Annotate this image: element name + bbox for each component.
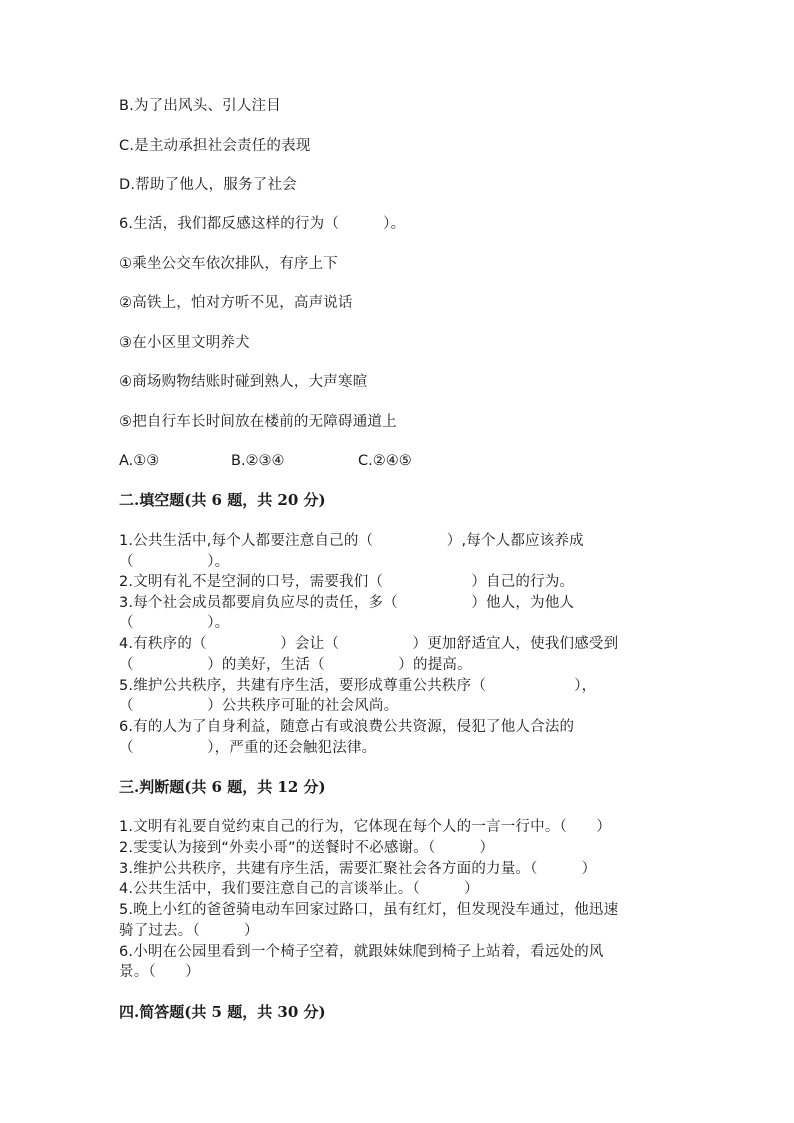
fill-line: 5.维护公共秩序，共建有序生活，要形成尊重公共秩序（ ）， bbox=[119, 678, 597, 694]
fill-line: 3.每个社会成员都要肩负应尽的责任，多（ ）他人，为他人 bbox=[119, 595, 575, 611]
q6-item-1: ①乘坐公交车依次排队，有序上下 bbox=[119, 256, 338, 272]
q5-option-c: C.是主动承担社会责任的表现 bbox=[119, 138, 311, 154]
judge-line: 2.雯雯认为接到“外卖小哥”的送餐时不必感谢。（ ） bbox=[119, 840, 495, 856]
q6-item-3: ③在小区里文明养犬 bbox=[119, 335, 250, 351]
section3-heading: 三.判断题(共 6 题，共 12 分) bbox=[119, 778, 326, 796]
section4-heading: 四.简答题(共 5 题，共 30 分) bbox=[119, 1003, 326, 1021]
fill-line: 1.公共生活中,每个人都要注意自己的（ ）,每个人都应该养成 bbox=[119, 533, 584, 549]
fill-line: （ ）的美好，生活（ ）的提高。 bbox=[119, 657, 472, 673]
judge-line: 3.维护公共秩序，共建有序生活，需要汇聚社会各方面的力量。（ ） bbox=[119, 861, 597, 877]
judge-line: 骑了过去。（ ） bbox=[119, 923, 259, 939]
q6-option-c: C.②④⑤ bbox=[358, 453, 412, 469]
judge-line: 景。（ ） bbox=[119, 964, 200, 980]
q6-option-b: B.②③④ bbox=[231, 453, 285, 469]
q6-stem: 6.生活，我们都反感这样的行为（ ）。 bbox=[119, 216, 406, 232]
judge-line: 4.公共生活中，我们要注意自己的言谈举止。（ ） bbox=[119, 881, 479, 897]
fill-line: （ ）。 bbox=[119, 615, 230, 631]
q6-item-2: ②高铁上，怕对方听不见，高声说话 bbox=[119, 295, 353, 311]
fill-line: （ ），严重的还会触犯法律。 bbox=[119, 740, 377, 756]
judge-line: 1.文明有礼要自觉约束自己的行为，它体现在每个人的一言一行中。（ ） bbox=[119, 819, 612, 835]
q5-option-d: D.帮助了他人，服务了社会 bbox=[119, 177, 297, 193]
fill-line: 4.有秩序的（ ）会让（ ）更加舒适宜人，使我们感受到 bbox=[119, 636, 619, 652]
q5-option-b: B.为了出风头、引人注目 bbox=[119, 98, 281, 114]
judge-line: 6.小明在公园里看到一个椅子空着，就跟妹妹爬到椅子上站着，看远处的风 bbox=[119, 944, 604, 960]
q6-item-5: ⑤把自行车长时间放在楼前的无障碍通道上 bbox=[119, 414, 397, 430]
fill-line: （ ）。 bbox=[119, 554, 230, 570]
section2-heading: 二.填空题(共 6 题，共 20 分) bbox=[119, 491, 326, 509]
fill-line: 2.文明有礼不是空洞的口号，需要我们（ ）自己的行为。 bbox=[119, 574, 575, 590]
fill-line: （ ）公共秩序可耻的社会风尚。 bbox=[119, 698, 399, 714]
q6-option-a: A.①③ bbox=[119, 453, 160, 469]
fill-line: 6.有的人为了自身利益，随意占有或浪费公共资源，侵犯了他人合法的 bbox=[119, 719, 575, 735]
q6-item-4: ④商场购物结账时碰到熟人，大声寒暄 bbox=[119, 374, 368, 390]
judge-line: 5.晚上小红的爸爸骑电动车回家过路口，虽有红灯，但发现没车通过，他迅速 bbox=[119, 902, 619, 918]
